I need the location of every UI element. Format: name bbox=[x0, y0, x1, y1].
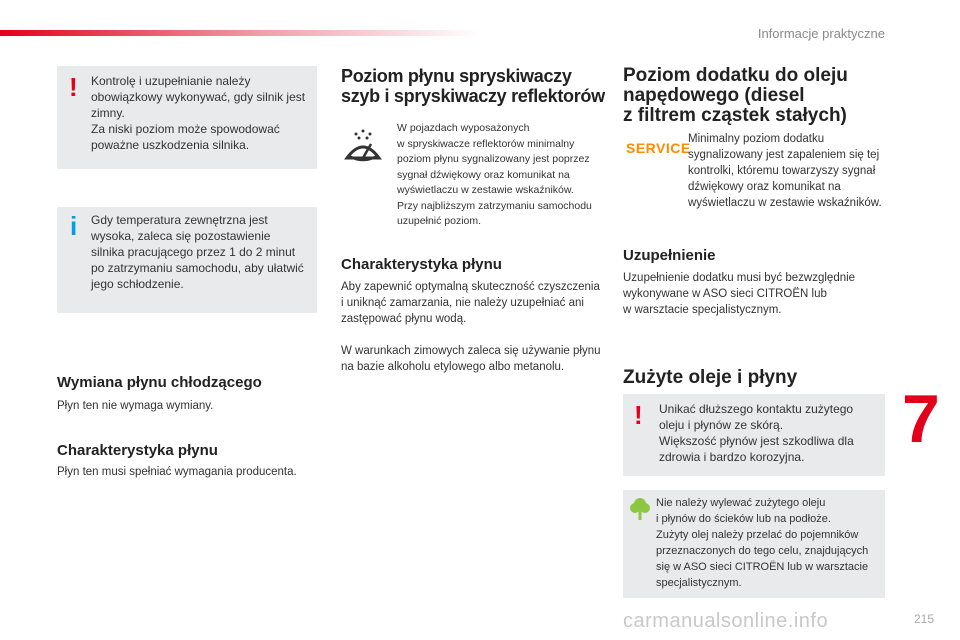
additive-heading-line1: Poziom dodatku do oleju bbox=[623, 65, 848, 86]
additive-heading-line2: napędowego (diesel bbox=[623, 85, 805, 106]
additive-heading bbox=[623, 66, 848, 126]
washer-spec-text1: Aby zapewnić optymalną skuteczność czyszczenia i uniknąć zamarzania, nie należy uzupełniać ani zastępować płynu wodą. bbox=[341, 281, 600, 325]
additive-heading-line3: z filtrem cząstek stałych) bbox=[623, 105, 847, 126]
eco-text: Nie należy wylewać zużytego oleju i płynów do ścieków lub na podłoże. Zużyty olej należy przelać do pojemników przeznaczonych do tego celu, znajdujących się w ASO sieci CITROËN lub w warsztacie specjalistycznym. bbox=[656, 497, 869, 589]
chapter-number: 7 bbox=[902, 381, 940, 457]
info-box-text: Gdy temperatura zewnętrzna jest wysoka, zaleca się pozostawienie silnika pracującego przez 1 do 2 minut po zatrzymaniu samochodu, aby ułatwić jego schłodzenie. bbox=[91, 213, 304, 291]
eco-box bbox=[623, 490, 885, 598]
washer-icon bbox=[341, 124, 385, 168]
fluid-spec-text: Płyn ten musi spełniać wymagania producenta. bbox=[57, 466, 297, 478]
warning-icon: ! bbox=[634, 400, 643, 430]
used-fluids-heading: Zużyte oleje i płyny bbox=[623, 367, 798, 388]
washer-fluid-heading bbox=[341, 66, 605, 106]
watermark: carmanualsonline.info bbox=[623, 610, 829, 632]
info-icon: i bbox=[70, 211, 78, 241]
coolant-change-text: Płyn ten nie wymaga wymiany. bbox=[57, 400, 214, 412]
used-warning-box bbox=[623, 394, 885, 476]
tree-icon bbox=[629, 496, 651, 522]
washer-fluid-heading-line1: Poziom płynu spryskiwaczy bbox=[341, 66, 572, 86]
washer-info-text: W pojazdach wyposażonych w spryskiwacze reflektorów minimalny poziom płynu sygnalizowany jest poprzez sygnał dźwiękowy oraz komunikat na wyświetlaczu w zestawie wskaźników. Przy najbliższym zatrzymaniu samochodu uzupełnić poziom. bbox=[397, 122, 592, 227]
section-title: Informacje praktyczne bbox=[757, 26, 885, 41]
fluid-spec-heading: Charakterystyka płynu bbox=[57, 442, 218, 459]
refill-heading: Uzupełnienie bbox=[623, 247, 716, 264]
service-text: Minimalny poziom dodatku sygnalizowany jest zapaleniem się tej kontrolki, któremu towarzyszy sygnał dźwiękowy oraz komunikat na wyświetlaczu w zestawie wskaźników. bbox=[688, 133, 882, 209]
page-number: 215 bbox=[914, 612, 935, 626]
washer-fluid-heading-line2: szyb i spryskiwaczy reflektorów bbox=[341, 86, 605, 106]
washer-spec-text2: W warunkach zimowych zaleca się używanie płynu na bazie alkoholu etylowego albo metanolu. bbox=[341, 345, 601, 373]
washer-spec-heading: Charakterystyka płynu bbox=[341, 256, 502, 273]
coolant-change-heading: Wymiana płynu chłodzącego bbox=[57, 374, 262, 391]
service-warning-icon: SERVICE bbox=[626, 140, 691, 156]
warning-box bbox=[57, 66, 317, 169]
warning-box-text: Kontrolę i uzupełnianie należy obowiązkowy wykonywać, gdy silnik jest zimny. Za niski poziom może spowodować poważne uszkodzenia silnika. bbox=[91, 74, 306, 152]
header-accent-bar bbox=[0, 30, 480, 36]
info-box bbox=[57, 207, 317, 313]
used-warning-text: Unikać dłuższego kontaktu zużytego oleju i płynów ze skórą. Większość płynów jest szkodliwa dla zdrowia i bardzo korozyjna. bbox=[659, 402, 854, 464]
refill-text: Uzupełnienie dodatku musi być bezwzględnie wykonywane w ASO sieci CITROËN lub w warsztacie specjalistycznym. bbox=[623, 272, 856, 316]
warning-icon: ! bbox=[69, 72, 78, 102]
